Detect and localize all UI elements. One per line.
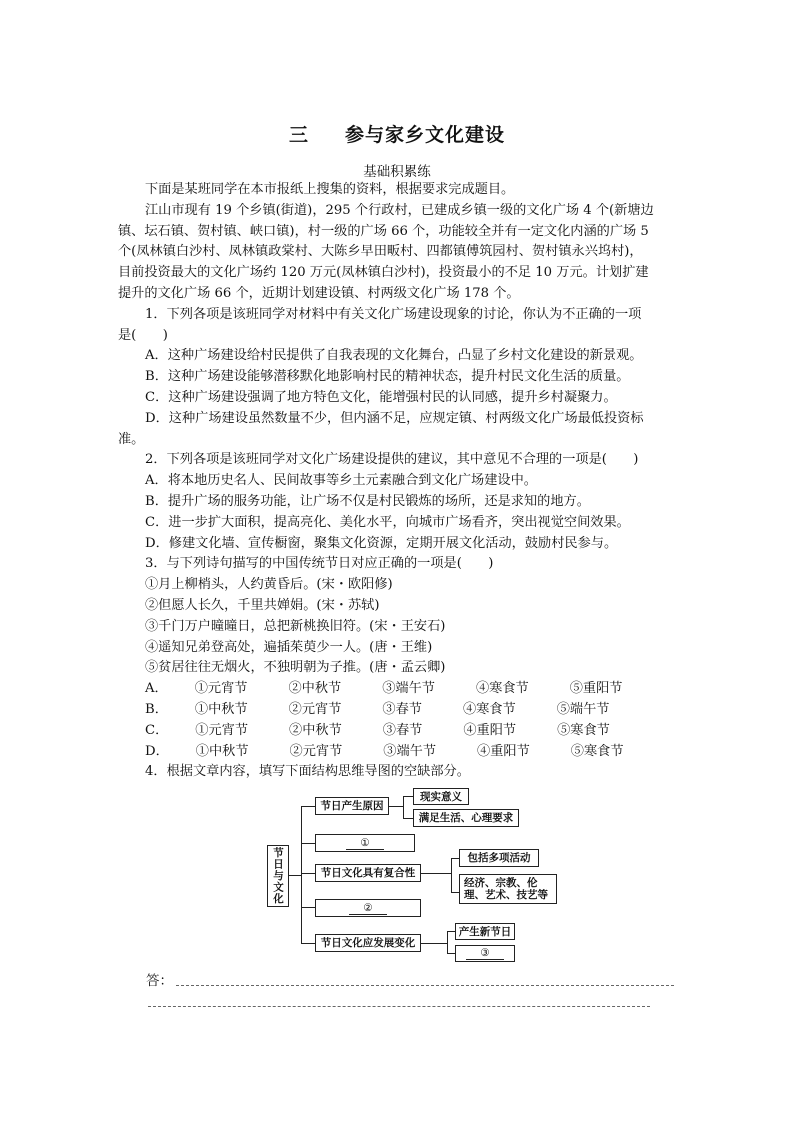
material-line: 江山市现有 19 个乡镇(街道)，295 个行政村，已建成乡镇一级的文化广场 4 个(新塘边: [145, 202, 654, 218]
connector-line: [421, 943, 447, 944]
connector-line: [451, 858, 459, 859]
mindmap-origin-b: [413, 809, 519, 827]
q2-option-a: A．将本地历史名人、民间故事等乡土元素融合到文化广场建设中。: [145, 473, 537, 489]
q3-option-item: ⑤寒食节: [557, 722, 610, 738]
answer-line-2[interactable]: [148, 1006, 650, 1007]
mindmap-composite-b-label: 经济、宗教、伦理、艺术、技艺等: [464, 877, 548, 901]
connector-line: [389, 806, 403, 807]
poem-line: ①月上柳梢头，人约黄昏后。(宋・欧阳修): [145, 577, 393, 593]
poem-line: ⑤贫居往往无烟火，不独明朝为子推。(唐・孟云卿): [145, 660, 446, 676]
q1-option-a: A．这种广场建设给村民提供了自我表现的文化舞台，凸显了乡村文化建设的新景观。: [145, 348, 643, 364]
mindmap-origin-a: [413, 788, 469, 805]
q3-option-label: D．: [145, 743, 169, 759]
mindmap-develop-a-label: 产生新节日: [458, 925, 512, 938]
connector-line: [301, 943, 315, 944]
mindmap-develop: [315, 934, 421, 952]
connector-line: [301, 806, 302, 944]
material-line: 镇、坛石镇、贺村镇、峡口镇)，村一级的广场 66 个，功能较全并有一定文化内涵的广场 5: [118, 223, 649, 239]
q3-option-item: ④寒食节: [475, 681, 529, 697]
poem-line: ③千门万户曈曈日，总把新桃换旧符。(宋・王安石): [145, 618, 446, 634]
mindmap-blank-1[interactable]: [315, 834, 415, 852]
connector-line: [301, 907, 315, 908]
q2-option-d: D．修建文化墙、宣传橱窗，聚集文化资源，定期开展文化活动，鼓励村民参与。: [145, 535, 618, 551]
q3-option-item: ⑤寒食节: [570, 743, 624, 759]
q3-option-item: ③端午节: [383, 743, 437, 759]
answer-label: 答：: [146, 973, 173, 989]
q3-option-item: ②元宵节: [288, 701, 342, 717]
q3-stem: 3．与下列诗句描写的中国传统节日对应正确的一项是( ): [145, 556, 494, 572]
connector-line: [301, 843, 315, 844]
material-line: 目前投资最大的文化广场约 120 万元(凤林镇白沙村)，投资最小的不足 10 万元。计划扩建: [118, 265, 649, 281]
mindmap-blank-2[interactable]: [315, 899, 421, 917]
mindmap-composite-b: [459, 874, 557, 904]
mindmap-blank-3[interactable]: [455, 945, 515, 962]
q3-option-item: ②元宵节: [289, 743, 343, 759]
connector-line: [447, 931, 448, 953]
q3-option-item: ④重阳节: [463, 722, 517, 738]
q3-option: [118, 700, 678, 721]
q2-option-c: C．进一步扩大面积，提高亮化、美化水平，向城市广场看齐，突出视觉空间效果。: [145, 514, 630, 530]
blank-3-label: ③: [466, 947, 503, 960]
q3-options: [118, 679, 678, 762]
mind-map: [266, 787, 566, 967]
connector-line: [447, 931, 455, 932]
q3-option: [118, 679, 678, 700]
q3-option-item: ①元宵节: [195, 722, 249, 738]
q3-option-label: C．: [145, 722, 169, 738]
blank-1-label: ①: [346, 837, 383, 850]
q3-option-label: A．: [145, 681, 168, 697]
q1-option-b: B．这种广场建设能够潜移默化地影响村民的精神状态，提升村民文化生活的质量。: [145, 369, 630, 385]
q3-option-item: ③春节: [382, 701, 422, 717]
section-heading: 基础积累练: [363, 164, 431, 180]
poem-line: ④遥知兄弟登高处，遍插茱萸少一人。(唐・王维): [145, 639, 433, 655]
connector-line: [403, 818, 413, 819]
page-title: [0, 120, 794, 147]
connector-line: [451, 858, 452, 892]
connector-line: [301, 873, 315, 874]
q3-option-item: ②中秋节: [289, 722, 342, 738]
q1-stem: 1．下列各项是该班同学对材料中有关文化广场建设现象的讨论，你认为不正确的一项: [145, 306, 642, 322]
connector-line: [301, 806, 315, 807]
q3-option-item: ①中秋节: [195, 743, 249, 759]
content-body: [118, 180, 678, 783]
q1-stem-cont: 是( ): [118, 327, 168, 343]
poem-line: ②但愿人长久，千里共婵娟。(宋・苏轼): [145, 597, 380, 613]
q3-option-item: ①中秋节: [194, 701, 248, 717]
q3-option-item: ①元宵节: [194, 681, 248, 697]
connector-line: [403, 796, 404, 818]
mindmap-root-label: 节日与文化: [272, 847, 284, 905]
q3-option-item: ④寒食节: [462, 701, 516, 717]
intro-text: 下面是某班同学在本市报纸上搜集的资料，根据要求完成题目。: [145, 182, 515, 197]
q3-option: [118, 721, 678, 742]
q3-option-item: ④重阳节: [477, 743, 530, 759]
q3-option-item: ②中秋节: [288, 681, 342, 697]
q3-option-item: ⑤端午节: [556, 701, 610, 717]
mindmap-origin-b-label: 满足生活、心理要求: [418, 812, 514, 824]
mindmap-composite-a: [459, 849, 539, 867]
q3-option: [118, 742, 678, 763]
blank-2-label: ②: [349, 902, 386, 915]
q1-option-d: D．这种广场建设虽然数量不少，但内涵不足，应规定镇、村两级文化广场最低投资标: [145, 410, 644, 426]
q1-option-c: C．这种广场建设强调了地方特色文化，能增强村民的认同感，提升乡村凝聚力。: [145, 389, 617, 405]
mindmap-origin-a-label: 现实意义: [420, 790, 462, 803]
title-text: 参与家乡文化建设: [345, 124, 506, 146]
mindmap-develop-label: 节日文化应发展变化: [320, 937, 416, 949]
mindmap-develop-a: [455, 923, 515, 940]
answer-line-1[interactable]: [176, 985, 674, 986]
q2-stem: 2．下列各项是该班同学对文化广场建设提供的建议，其中意见不合理的一项是( ): [145, 452, 639, 468]
mindmap-root: [267, 845, 289, 907]
mindmap-origin: [315, 797, 389, 815]
mindmap-composite: [315, 864, 421, 882]
q3-option-item: ⑤重阳节: [569, 681, 623, 697]
connector-line: [421, 873, 451, 874]
q3-option-item: ③春节: [382, 722, 423, 738]
q2-option-b: B．提升广场的服务功能，让广场不仅是村民锻炼的场所，还是求知的地方。: [145, 493, 590, 509]
mindmap-origin-label: 节日产生原因: [320, 800, 384, 812]
connector-line: [451, 892, 459, 893]
title-number: 三: [288, 124, 309, 146]
q1-option-d-cont: 准。: [118, 431, 145, 447]
connector-line: [289, 875, 301, 876]
mindmap-composite-label: 节日文化具有复合性: [320, 867, 416, 879]
connector-line: [403, 796, 413, 797]
connector-line: [447, 953, 455, 954]
material-line: 提升的文化广场 66 个，近期计划建设镇、村两级文化广场 178 个。: [118, 285, 520, 301]
mindmap-composite-a-label: 包括多项活动: [467, 852, 531, 864]
q3-option-label: B．: [145, 701, 168, 717]
q3-option-item: ③端午节: [382, 681, 435, 697]
material-line: 个(凤林镇白沙村、凤林镇政棠村、大陈乡早田畈村、四都镇傅筑园村、贺村镇永兴坞村)，: [118, 244, 643, 260]
q4-stem: 4．根据文章内容，填写下面结构思维导图的空缺部分。: [145, 764, 470, 780]
